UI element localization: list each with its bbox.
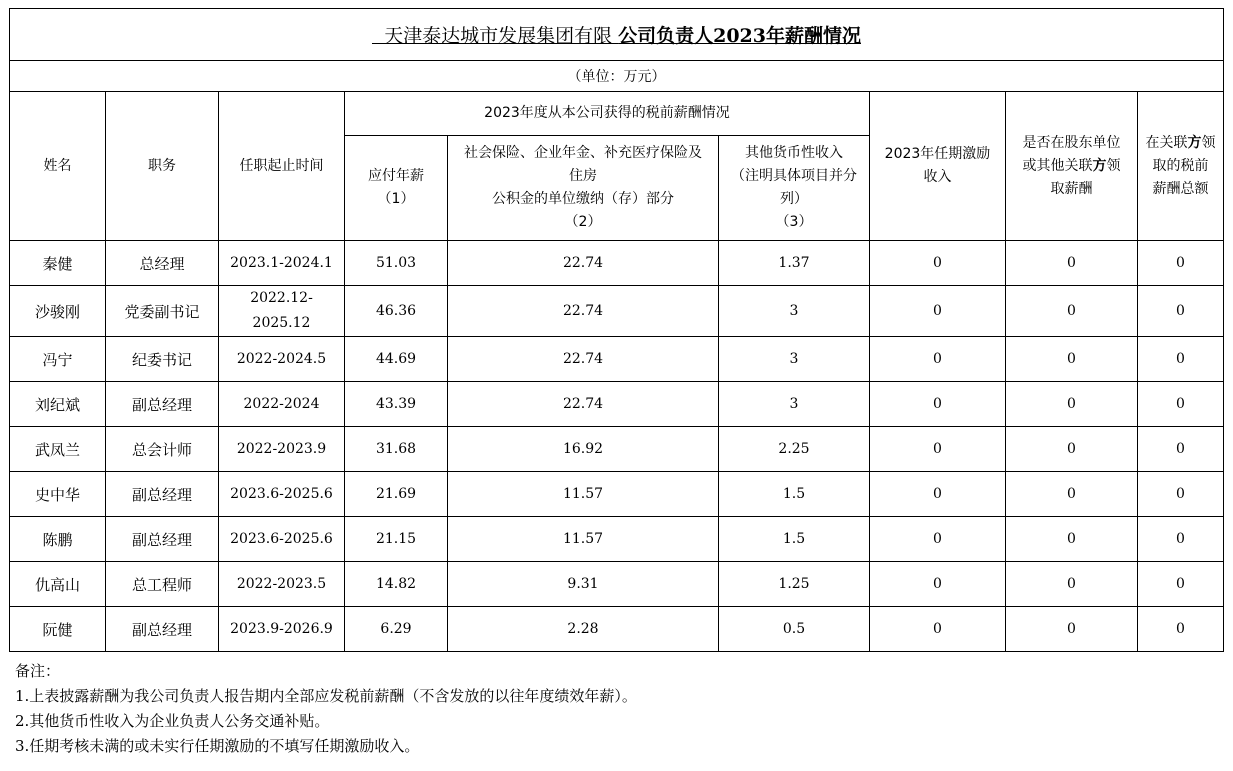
insurance-cell: 16.92: [448, 427, 719, 472]
shareholder-pay-cell: 0: [1006, 607, 1138, 652]
header-term: 任职起止时间: [219, 92, 345, 241]
other-income-cell: 1.25: [719, 562, 870, 607]
position-cell: 副总经理: [106, 382, 219, 427]
shareholder-pay-cell: 0: [1006, 517, 1138, 562]
salary-cell: 51.03: [345, 241, 448, 286]
name-cell: 仇高山: [10, 562, 106, 607]
incentive-cell: 0: [870, 562, 1006, 607]
other-income-cell: 0.5: [719, 607, 870, 652]
related-pay-cell: 0: [1138, 427, 1224, 472]
term-cell: 2023.9-2026.9: [219, 607, 345, 652]
header-insurance-label: 社会保险、企业年金、补充医疗保险及住房: [464, 145, 702, 184]
header-salary-label: 应付年薪: [368, 168, 424, 184]
table-row: [10, 607, 1224, 652]
title-row: [10, 9, 1224, 61]
position-cell: 副总经理: [106, 607, 219, 652]
incentive-cell: 0: [870, 286, 1006, 337]
salary-cell: 21.69: [345, 472, 448, 517]
table-row: [10, 472, 1224, 517]
related-pay-cell: 0: [1138, 337, 1224, 382]
header-shareholder-c: 领取薪酬: [1050, 157, 1121, 197]
shareholder-pay-cell: 0: [1006, 337, 1138, 382]
header-other-no: （3）: [775, 214, 813, 230]
insurance-cell: 22.74: [448, 382, 719, 427]
term-cell: 2023.1-2024.1: [219, 241, 345, 286]
salary-cell: 6.29: [345, 607, 448, 652]
term-cell: 2023.6-2025.6: [219, 472, 345, 517]
position-cell: 总经理: [106, 241, 219, 286]
position-cell: 总会计师: [106, 427, 219, 472]
salary-cell: 21.15: [345, 517, 448, 562]
table-title: [10, 9, 1224, 61]
related-pay-cell: 0: [1138, 241, 1224, 286]
salary-cell: 46.36: [345, 286, 448, 337]
name-cell: 陈鹏: [10, 517, 106, 562]
insurance-cell: 11.57: [448, 517, 719, 562]
header-shareholder: [1006, 92, 1138, 241]
salary-document: [9, 8, 1223, 759]
note-item-3: 3.任期考核未满的或未实行任期激励的不填写任期激励收入。: [15, 737, 420, 755]
position-cell: 总工程师: [106, 562, 219, 607]
header-other-label: 其他货币性收入: [745, 145, 843, 161]
header-position: 职务: [106, 92, 219, 241]
term-cell: 2023.6-2025.6: [219, 517, 345, 562]
position-cell: 副总经理: [106, 517, 219, 562]
note-item-1: 1.上表披露薪酬为我公司负责人报告期内全部应发税前薪酬（不含发放的以往年度绩效年薪）。: [15, 687, 637, 705]
position-cell: 纪委书记: [106, 337, 219, 382]
insurance-cell: 22.74: [448, 241, 719, 286]
header-group: 2023年度从本公司获得的税前薪酬情况: [345, 92, 870, 136]
related-pay-cell: 0: [1138, 472, 1224, 517]
table-row: [10, 382, 1224, 427]
name-cell: 冯宁: [10, 337, 106, 382]
table-row: [10, 241, 1224, 286]
header-shareholder-b: 方: [1092, 157, 1107, 174]
header-related-d: 薪酬总额: [1152, 180, 1209, 197]
shareholder-pay-cell: 0: [1006, 562, 1138, 607]
related-pay-cell: 0: [1138, 607, 1224, 652]
related-pay-cell: 0: [1138, 562, 1224, 607]
term-cell: 2022.12-2025.12: [219, 286, 345, 337]
note-item-2: 2.其他货币性收入为企业负责人公务交通补贴。: [15, 712, 330, 730]
name-cell: 秦健: [10, 241, 106, 286]
table-row: [10, 427, 1224, 472]
other-income-cell: 3: [719, 286, 870, 337]
term-cell: 2022-2024: [219, 382, 345, 427]
header-other-label-2: （注明具体项目并分列）: [731, 168, 857, 207]
incentive-cell: 0: [870, 382, 1006, 427]
header-shareholder-a: 是否在股东单位或其他关联: [1022, 134, 1121, 174]
header-related: [1138, 92, 1224, 241]
shareholder-pay-cell: 0: [1006, 241, 1138, 286]
position-cell: 副总经理: [106, 472, 219, 517]
incentive-cell: 0: [870, 517, 1006, 562]
header-insurance-no: （2）: [564, 214, 602, 230]
shareholder-pay-cell: 0: [1006, 286, 1138, 337]
related-pay-cell: 0: [1138, 286, 1224, 337]
header-related-b: 方: [1187, 134, 1202, 151]
other-income-cell: 1.5: [719, 517, 870, 562]
incentive-cell: 0: [870, 607, 1006, 652]
other-income-cell: 3: [719, 337, 870, 382]
header-row-1: [10, 92, 1224, 136]
table-row: [10, 337, 1224, 382]
table-row: [10, 562, 1224, 607]
notes-heading: 备注：: [15, 662, 61, 680]
header-salary: [345, 136, 448, 241]
other-income-cell: 3: [719, 382, 870, 427]
other-income-cell: 2.25: [719, 427, 870, 472]
salary-cell: 44.69: [345, 337, 448, 382]
related-pay-cell: 0: [1138, 382, 1224, 427]
header-insurance-label-2: 公积金的单位缴纳（存）部分: [492, 191, 674, 207]
salary-cell: 31.68: [345, 427, 448, 472]
term-cell: 2022-2023.9: [219, 427, 345, 472]
salary-table: [9, 8, 1224, 652]
incentive-cell: 0: [870, 241, 1006, 286]
name-cell: 阮健: [10, 607, 106, 652]
name-cell: 武凤兰: [10, 427, 106, 472]
incentive-cell: 0: [870, 427, 1006, 472]
incentive-cell: 0: [870, 472, 1006, 517]
shareholder-pay-cell: 0: [1006, 382, 1138, 427]
header-name: 姓名: [10, 92, 106, 241]
insurance-cell: 22.74: [448, 286, 719, 337]
related-pay-cell: 0: [1138, 517, 1224, 562]
term-cell: 2022-2023.5: [219, 562, 345, 607]
title-org: 天津泰达城市发展集团有限: [371, 25, 619, 47]
title-rest: 公司负责人2023年薪酬情况: [618, 25, 861, 47]
insurance-cell: 2.28: [448, 607, 719, 652]
insurance-cell: 22.74: [448, 337, 719, 382]
header-salary-no: （1）: [377, 191, 415, 207]
shareholder-pay-cell: 0: [1006, 427, 1138, 472]
header-other: [719, 136, 870, 241]
unit-label: （单位：万元）: [10, 61, 1224, 92]
notes: [9, 659, 1223, 759]
other-income-cell: 1.37: [719, 241, 870, 286]
name-cell: 史中华: [10, 472, 106, 517]
salary-cell: 14.82: [345, 562, 448, 607]
header-insurance: [448, 136, 719, 241]
name-cell: 刘纪斌: [10, 382, 106, 427]
term-cell: 2022-2024.5: [219, 337, 345, 382]
insurance-cell: 9.31: [448, 562, 719, 607]
shareholder-pay-cell: 0: [1006, 472, 1138, 517]
salary-cell: 43.39: [345, 382, 448, 427]
header-incentive: [870, 92, 1006, 241]
insurance-cell: 11.57: [448, 472, 719, 517]
unit-row: [10, 61, 1224, 92]
other-income-cell: 1.5: [719, 472, 870, 517]
header-related-c: 领取的税前: [1152, 134, 1216, 174]
table-row: [10, 286, 1224, 337]
header-related-a: 在关联: [1145, 134, 1188, 151]
table-row: [10, 517, 1224, 562]
incentive-cell: 0: [870, 337, 1006, 382]
name-cell: 沙骏刚: [10, 286, 106, 337]
header-incentive-text: 2023年任期激励收入: [884, 146, 991, 185]
position-cell: 党委副书记: [106, 286, 219, 337]
